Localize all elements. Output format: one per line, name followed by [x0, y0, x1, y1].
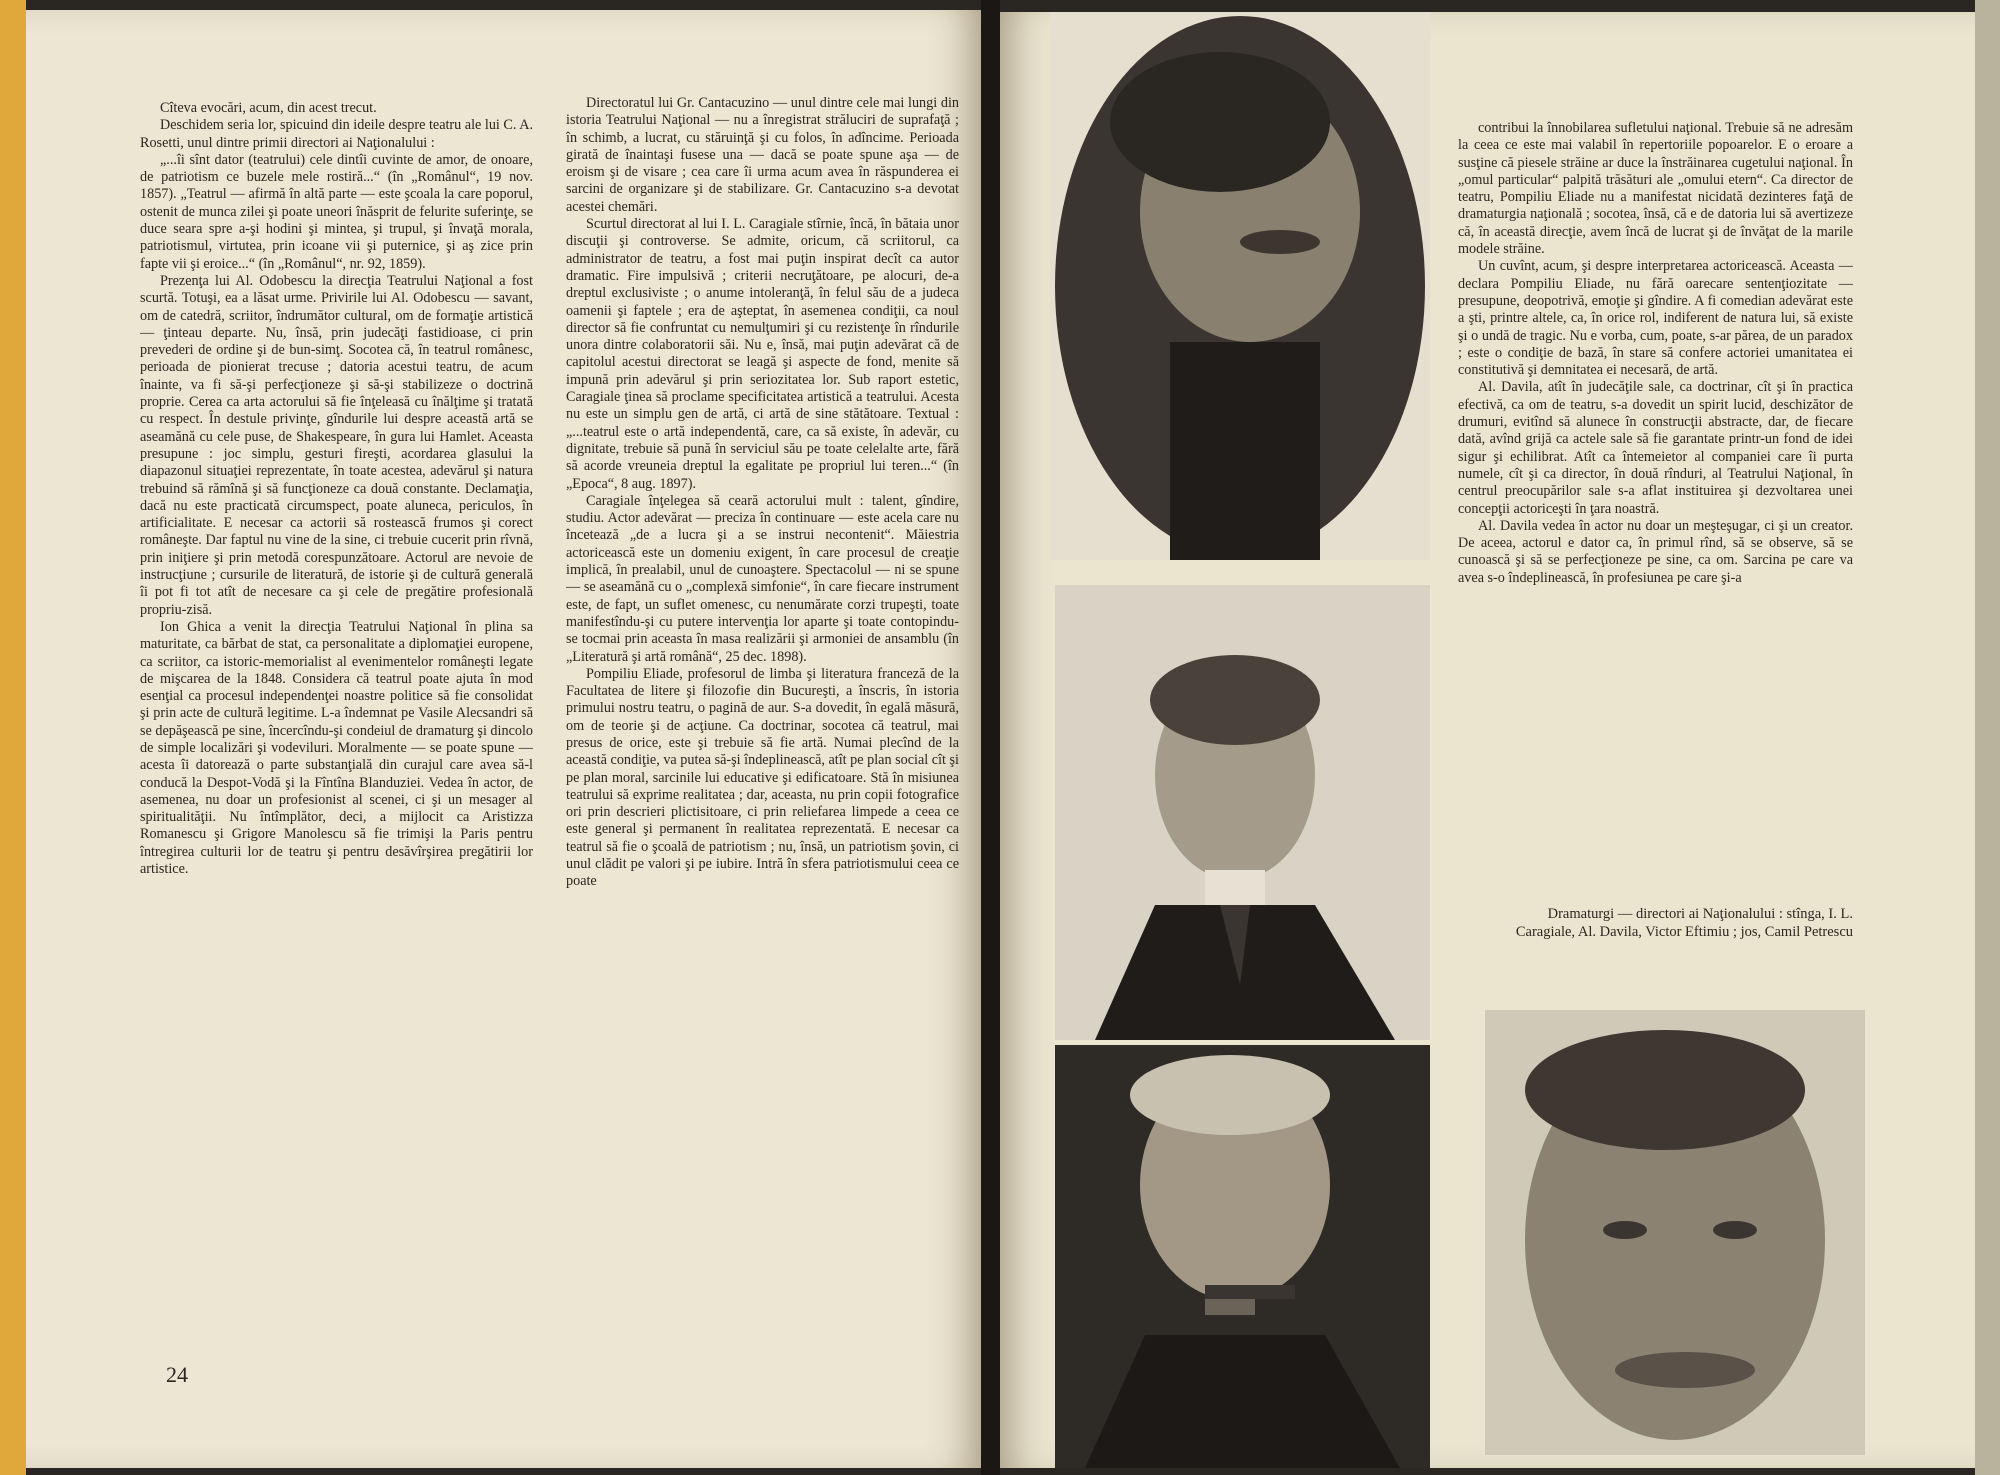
text-column-1 [140, 100, 533, 1340]
portrait-photo-icon [1050, 12, 1430, 560]
portrait-photo-eftimiu [1055, 1045, 1430, 1468]
paragraph: Directoratul lui Gr. Cantacuzino — unul dintre cele mai lungi din istoria Teatrului Naţional — nu a înregistrat străluciri de suprafaţă ; în schimb, a lucrat, cu stăruinţă şi cu folos, în adîncime. Perioada girată de înaintaşi fusese una — dacă se poate spune aşa — de eroism şi de visare ; cea care îi urma acum avea în răspunderea ei sarcini de organizare şi de stabilizare. Gr. Cantacuzino s-a devotat acestei chemări. [566, 95, 959, 215]
quote-paragraph: „...îi sînt dator (teatrului) cele dintîi cuvinte de amor, de onoare, de patriotism ce buzele mele rostiră...“ (în „Românul“, 19 nov. 1857). „Teatrul — afirmă în altă parte — este şcoala la care poporul, ostenit de munca zilei şi poate uneori înăsprit de felurite suferinţe, se duce seara spre a-şi hodini şi mintea, şi trupul, şi învaţă morala, patriotismul, virtutea, prin icoane vii şi puternice, şi aş zice prin fapte vii şi eroice...“ (în „Românul“, nr. 92, 1859). [140, 151, 533, 272]
paragraph: Al. Davila, atît în judecăţile sale, ca doctrinar, cît şi în practica efectivă, ca om de teatru, s-a dovedit un spirit lucid, deschizător de drumuri, evitînd să alunece în construcţii abstracte, dar, de fiecare dată, avînd grijă ca actele sale să fie garantate printr-un fond de idei sigur şi echilibrat. Atît ca întemeietor al companiei care îi purta numele, cît şi ca director, în două rînduri, al Teatrului Naţional, în centrul preocupărilor sale s-a aflat instituirea şi dezvoltarea unei concepţii actoriceşti în ţara noastră. [1458, 379, 1853, 517]
text-column-3 [1458, 120, 1853, 860]
page-number: 24 [166, 1362, 188, 1387]
book-cover-edge [0, 0, 26, 1475]
paragraph: Ion Ghica a venit la direcţia Teatrului Naţional în plina sa maturitate, ca bărbat de stat, ca personalitate a diplomaţiei europene, ca scriitor, ca istoric-memorialist al evenimentelor româneşti legate de mişcarea de la 1848. Considera că teatrul poate ajuta în mod esenţial ca procesul independenţei noastre politice să fie consolidat şi prin acte de cultură legitime. L-a îndemnat pe Vasile Alecsandri să se depăşească pe sine, încercîndu-şi condeiul de dramaturg şi dincolo de simple localizări şi vodeviluri. Moralmente — se poate spune — acesta îi datorează o parte substanţială din curajul care avea să-l conducă la Despot-Vodă şi la Fîntîna Blanduziei. Vedea în actor, de asemenea, nu doar un profesionist al scenei, ci şi un mesager al spiritualităţii. Nu întîmplător, deci, a mijlocit ca Aristizza Romanescu şi Grigore Manolescu să fie trimişi la Paris pentru întregirea culturii lor de teatru şi pentru desăvîrşirea pregătirii lor artistice. [140, 618, 533, 878]
portrait-photo-caragiale [1050, 12, 1430, 560]
paragraph: Un cuvînt, acum, şi despre interpretarea actoricească. Aceasta — declara Pompiliu Eliade, nu fără oarecare sentenţiozitate — presupune, deopotrivă, emoţie şi gîndire. A fi comedian adevărat este a şti, printre altele, ca, în orice rol, indiferent de natura lui, să existe şi o undă de tragic. Nu e vorba, cum, poate, s-ar părea, de un paradox ; este o condiţie de bază, în stare să confere actoriei umanitatea ei constitutivă şi demnitatea ei necesară, de artă. [1458, 258, 1853, 379]
paragraph: Caragiale înţelegea să ceară actorului mult : talent, gîndire, studiu. Actor adevărat — preciza în continuare — este acela care nu încetează „de a lucra şi a se instrui necontenit“. Măiestria actoricească este un domeniu exigent, în care procesul de creaţie implică, în prealabil, unul de cunoaştere. Spectacolul — ni se spune — se aseamănă cu o „complexă simfonie“, în care fiecare instrument este, de fapt, un suflet omenesc, cu nenumărate corzi trupeşti, toate manifestîndu-şi cu putere intervenţia lor aparte şi toate contopindu-se tocmai prin aceasta în masa realizării şi armoniei de ansamblu (în „Literatură şi artă română“, 25 dec. 1898). [566, 492, 959, 665]
paragraph: Pompiliu Eliade, profesorul de limba şi literatura franceză de la Facultatea de litere şi filozofie din Bucureşti, a înscris, în istoria primului nostru teatru, o pagină de aur. S-a dovedit, în egală măsură, om de teorie şi de acţiune. Ca doctrinar, socotea că teatrul, mai presus de orice, este şi trebuie să fie artă. Numai plecînd de la această condiţie, va putea să-şi îndeplinească, atît pe plan social cît şi pe plan moral, sarcinile lui educative şi edificatoare. Stă în misiunea teatrului să exprime realitatea ; dar, aceasta, nu prin copii fotografice ori prin descrieri plictisitoare, ci prin reliefarea limpede a ceea ce este general şi permanent în realitatea reprezentată. E necesar ca teatrul să fie o şcoală de patriotism ; nu, însă, un patriotism şovin, ci unul clădit pe valori şi pe iubire. Intră în sfera patriotismului ceea ce poate [566, 665, 959, 890]
portrait-photo-petrescu [1485, 1010, 1865, 1455]
portrait-photo-icon [1055, 1045, 1430, 1468]
paragraph: Cîteva evocări, acum, din acest trecut. [160, 100, 377, 116]
book-gutter [981, 0, 1000, 1475]
portrait-photo-icon [1055, 585, 1430, 1040]
text-column-2 [566, 95, 959, 1340]
paragraph: Prezenţa lui Al. Odobescu la direcţia Teatrului Naţional a fost scurtă. Totuşi, ea a lăsat urme. Privirile lui Al. Odobescu — savant, om de catedră, scriitor, îndrumător cultural, om de formaţie artistică — ţinteau departe. Nu, însă, prin judecăţi fastidioase, ci prin prevederi de ordine şi de bun-simţ. Socotea că, în teatrul românesc, perioada de pionierat trecuse ; datoria acestui teatru, de acum înainte, va fi să-şi perfecţioneze şi să-şi stabilizeze o doctrină proprie. Cerea ca arta actorului să fie înţeleasă cu înălţime şi tratată cu respect. În destule privinţe, gîndurile lui despre această artă se aseamănă cu cele puse, de Shakespeare, în gura lui Hamlet. Aceasta presupune : joc simplu, gesturi fireşti, acordarea glasului la diapazonul situaţiei reprezentate, în toate acestea, adevărul şi natura trebuind să rămînă şi să funcţioneze ca două constante. Declamaţia, dacă nu este practicată circumspect, poate aluneca, periculos, în artificialitate. E necesar ca actorii să rostească frumos şi corect româneşte. Dar faptul nu vine de la sine, ci trebuie cucerit prin rîvnă, prin iniţiere şi prin metodă corespunzătoare. Actorul are nevoie de instrucţiune ; cursurile de literatură, de istorie şi de cultură generală îi pot fi tot atît de necesare ca şi cele de pregătire profesională propriu-zisă. [140, 272, 533, 618]
paragraph: contribui la înnobilarea sufletului naţional. Trebuie să ne adresăm la ceea ce este mai valabil în repertoriile popoarelor. E o eroare a susţine că piesele străine ar duce la înstrăinarea cugetului naţional. În „omul particular“ palpită trăsături ale „omului etern“. Ca director de teatru, Pompiliu Eliade nu a manifestat nicidată dezinteres faţă de dramaturgia naţională ; socotea, însă, că e de datoria lui să avertizeze că, în această direcţie, avem încă de lucrat şi de învăţat de la marile modele străine. [1458, 120, 1853, 258]
paragraph: Scurtul directorat al lui I. L. Caragiale stîrnie, încă, în bătaia unor discuţii şi controverse. Se admite, oricum, că scriitorul, ca administrator de teatru, a fost mai puţin inspirat decît ca autor dramatic. Fire impulsivă ; criterii necruţătoare, pe alocuri, de-a dreptul exclusiviste ; o anume intoleranţă, în felul său de a judeca oamenii şi faptele ; era de aşteptat, în asemenea condiţii, ca noul director să fie confruntat cu nemulţumiri şi cu rezistenţe în rîndurile unora dintre colaboratorii săi. Nu e, însă, mai puţin adevărat că de capitolul acestui directorat se leagă şi aspecte de fond, menite să impună prin adevărul şi prin seriozitatea lor. Sub raport estetic, Caragiale ţinea să proclame specificitatea artistică a teatrului. Acesta nu este un simplu gen de artă, ci artă de sine stătătoare. Textual : „...teatrul este o artă independentă, care, ca să existe, în adevăr, cu dignitate, trebuie să pună în serviciul său pe toate celelalte arte, fără să acorde vreuneia dreptul la egalitate pe propriul lui teren...“ (în „Epoca“, 8 aug. 1897). [566, 216, 959, 492]
page-stack-edge [1975, 0, 2000, 1475]
portrait-photo-davila [1055, 585, 1430, 1040]
portrait-photo-icon [1485, 1010, 1865, 1455]
photo-caption: Dramaturgi — directori ai Naţionalului : stînga, I. L. Caragiale, Al. Davila, Victor Eftimiu ; jos, Camil Petrescu [1515, 906, 1853, 940]
paragraph: Al. Davila vedea în actor nu doar un meşteşugar, ci şi un creator. De aceea, actorul e dator ca, în primul rînd, să se observe, să se cunoască şi să se perfecţioneze pe sine, ca om. Sarcina pe care va avea s-o îndeplinească, în profesiunea pe care şi-a [1458, 517, 1853, 586]
paragraph: Deschidem seria lor, spicuind din ideile despre teatru ale lui C. A. Rosetti, unul dintre primii directori ai Naţionalului : [140, 117, 533, 151]
